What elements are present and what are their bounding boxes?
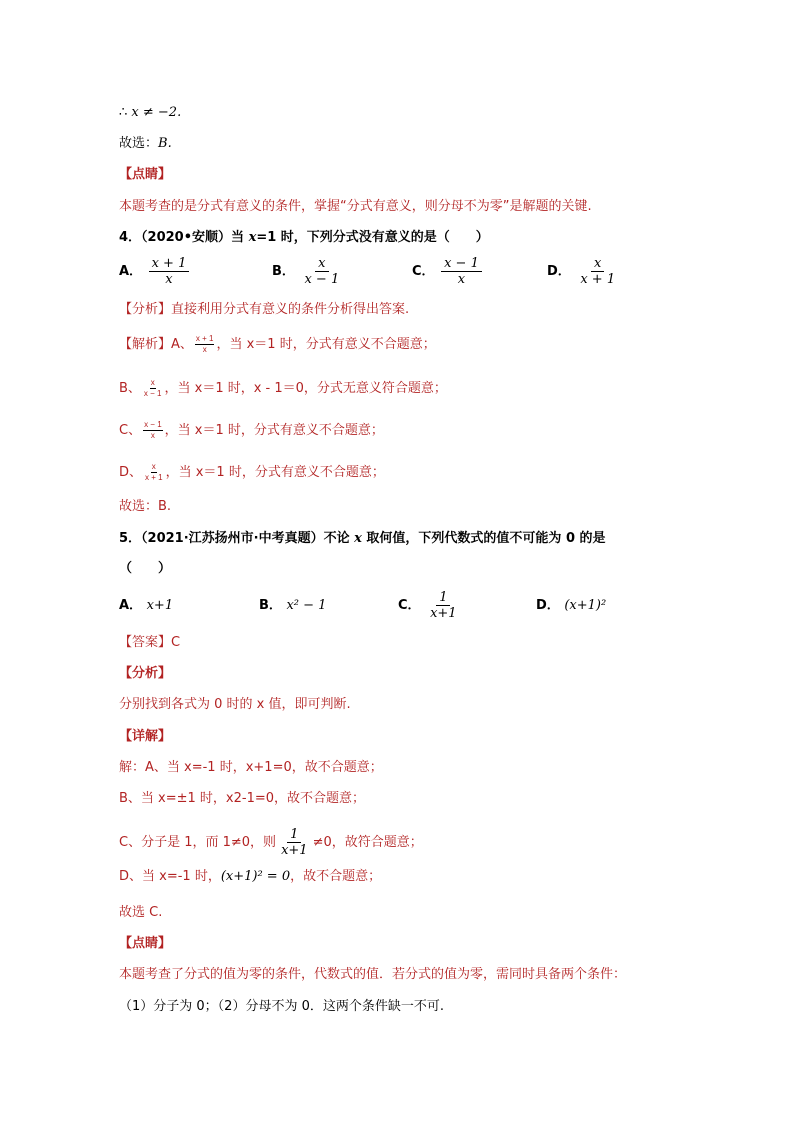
q4-option-a[interactable] xyxy=(119,256,191,287)
denominator: x+1 xyxy=(281,843,308,858)
q5-option-d[interactable] xyxy=(536,597,606,615)
fraction xyxy=(278,827,311,858)
q5-analysis: 分别找到各式为 0 时的 x 值，即可判断. xyxy=(119,697,351,712)
q5-note-2: （1）分子为 0；（2）分母不为 0．这两个条件缺一不可. xyxy=(119,999,444,1014)
q5-detail-a: 解：A、当 x=-1 时，x+1=0，故不合题意； xyxy=(119,760,383,775)
option-letter: A． xyxy=(119,598,143,613)
therefore-line xyxy=(119,104,181,122)
denominator: x xyxy=(150,431,155,440)
dianjing-note: 本题考查的是分式有意义的条件，掌握“分式有意义，则分母不为零”是解题的关键. xyxy=(119,199,592,214)
expression: (x+1)² xyxy=(564,598,607,613)
solution-prefix: B、 xyxy=(119,381,141,396)
detail-text: C、分子是 1，而 1≠0，则 xyxy=(119,835,277,850)
q4-stem xyxy=(119,229,489,247)
q4-var: x xyxy=(248,230,257,245)
expression: x² − 1 xyxy=(286,598,327,613)
solution-text: ，当 x＝1 时，分式有意义不合题意； xyxy=(164,423,384,438)
solution-text: ，当 x＝1 时，分式有意义不合题意； xyxy=(216,337,436,352)
q4-source: （2020•安顺） xyxy=(141,230,232,245)
q4-analysis: 【分析】直接利用分式有意义的条件分析得出答案. xyxy=(119,302,410,317)
solution-prefix: D、 xyxy=(119,465,143,480)
numerator: 1 xyxy=(436,590,450,606)
q5-note-1: 本题考查了分式的值为零的条件，代数式的值．若分式的值为零，需同时具备两个条件： xyxy=(119,967,627,982)
option-letter: C． xyxy=(398,598,421,613)
q5-stem-pre: 不论 xyxy=(323,531,355,546)
q5-option-c[interactable] xyxy=(398,590,462,621)
fraction xyxy=(143,420,163,441)
denominator: x xyxy=(165,272,173,287)
detail-text: D、当 x=-1 时， xyxy=(119,869,221,884)
q4-stem-post: =1 时，下列分式没有意义的是（ ） xyxy=(256,230,489,245)
q4-solution-c xyxy=(119,420,384,441)
denominator: x − 1 xyxy=(143,389,162,398)
q5-var: x xyxy=(354,531,362,546)
choose-letter: B. xyxy=(158,136,172,151)
q5-detail-heading: 【详解】 xyxy=(119,729,172,744)
q5-detail-d xyxy=(119,868,381,886)
dianjing-heading: 【点睛】 xyxy=(119,167,172,182)
q4-option-c[interactable] xyxy=(412,256,484,287)
q4-solution-a xyxy=(119,334,436,355)
q4-stem-pre: 当 xyxy=(231,230,249,245)
solution-text: ，当 x＝1 时，x - 1＝0，分式无意义符合题意； xyxy=(164,381,447,396)
q4-solution-d xyxy=(119,462,385,483)
numerator: x xyxy=(315,256,328,272)
numerator: x − 1 xyxy=(441,256,482,272)
q5-answer: 【答案】C xyxy=(119,635,181,650)
option-letter: A． xyxy=(119,264,143,279)
detail-text: ≠0，故符合题意； xyxy=(312,835,423,850)
q5-option-a[interactable] xyxy=(119,597,173,615)
solution-prefix: C、 xyxy=(119,423,142,438)
q5-dianjing-heading: 【点睛】 xyxy=(119,936,172,951)
denominator: x xyxy=(202,345,207,354)
q4-option-d[interactable] xyxy=(547,256,620,287)
q5-source: （2021·江苏扬州市·中考真题） xyxy=(141,531,324,546)
q5-analysis-heading: 【分析】 xyxy=(119,666,172,681)
inequality: x ≠ −2. xyxy=(131,105,182,120)
option-letter: C． xyxy=(412,264,435,279)
q4-number: 4． xyxy=(119,230,142,245)
denominator: x+1 xyxy=(430,606,457,621)
option-letter: D． xyxy=(536,598,560,613)
q5-number: 5． xyxy=(119,531,142,546)
q5-detail-b: B、当 x=±1 时，x2-1=0，故不合题意； xyxy=(119,791,366,806)
fraction xyxy=(301,256,342,287)
numerator: x xyxy=(150,378,155,387)
q4-option-b[interactable] xyxy=(272,256,344,287)
solution-text: ，当 x＝1 时，分式有意义不合题意； xyxy=(165,465,385,480)
q4-answer: 故选：B. xyxy=(119,499,172,514)
fraction xyxy=(441,256,482,287)
option-letter: D． xyxy=(547,264,571,279)
numerator: x xyxy=(151,462,156,471)
choose-line xyxy=(119,135,172,153)
numerator: x + 1 xyxy=(149,256,190,272)
numerator: 1 xyxy=(287,827,301,843)
denominator: x + 1 xyxy=(145,473,163,482)
fraction xyxy=(143,378,163,399)
expression: (x+1)² = 0 xyxy=(220,869,291,884)
fraction xyxy=(427,590,460,621)
denominator: x − 1 xyxy=(304,272,340,287)
fraction xyxy=(195,334,215,355)
fraction xyxy=(577,256,618,287)
q5-stem-paren: （ ） xyxy=(119,561,172,576)
choose-label: 故选： xyxy=(119,136,159,151)
option-letter: B． xyxy=(259,598,282,613)
numerator: x + 1 xyxy=(195,334,214,343)
numerator: x xyxy=(591,256,604,272)
denominator: x xyxy=(457,272,466,287)
q5-detail-c xyxy=(119,827,423,858)
q5-choose: 故选 C. xyxy=(119,905,163,920)
numerator: x − 1 xyxy=(144,420,162,429)
fraction xyxy=(149,256,190,287)
solution-head: 【解析】A、 xyxy=(119,337,193,352)
detail-text: ，故不合题意； xyxy=(290,869,382,884)
option-letter: B． xyxy=(272,264,295,279)
q5-option-b[interactable] xyxy=(259,597,326,615)
therefore-symbol: ∴ xyxy=(119,105,128,120)
q4-solution-b xyxy=(119,378,447,399)
denominator: x + 1 xyxy=(580,272,616,287)
expression: x+1 xyxy=(146,598,174,613)
fraction xyxy=(144,462,164,483)
q5-stem xyxy=(119,530,606,548)
q5-stem-post: 取何值，下列代数式的值不可能为 0 的是 xyxy=(361,531,606,546)
